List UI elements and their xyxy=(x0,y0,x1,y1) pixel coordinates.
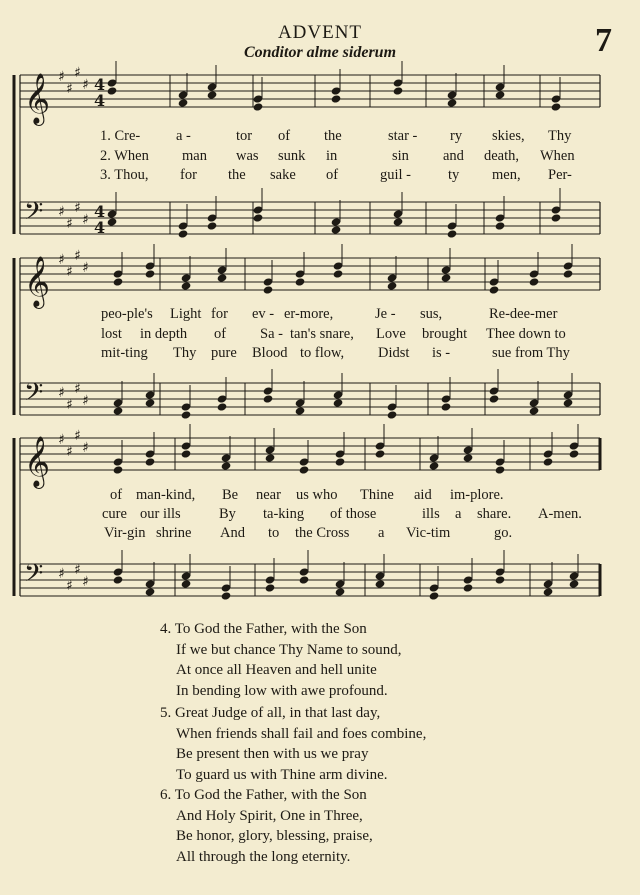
notehead xyxy=(145,398,156,407)
lyric-syllable: Be xyxy=(222,487,239,503)
stanza-line: When friends shall fail and foes combine, xyxy=(176,725,427,742)
stanza-line: 5. Great Judge of all, in that last day, xyxy=(160,705,381,721)
sharp-icon: ♯ xyxy=(82,212,89,228)
lyric-syllable: tor xyxy=(236,128,253,144)
lyric-syllable: lost xyxy=(101,326,122,342)
stanza-5 xyxy=(160,703,426,785)
sharp-icon: ♯ xyxy=(74,200,81,216)
sharp-icon: ♯ xyxy=(58,385,65,401)
notehead xyxy=(495,221,506,230)
sharp-icon: ♯ xyxy=(74,65,81,81)
sharp-icon: ♯ xyxy=(58,69,65,85)
lyric-syllable: A-men. xyxy=(538,506,582,522)
lyric-syllable: for xyxy=(180,167,197,183)
sharp-icon: ♯ xyxy=(66,264,73,280)
notehead xyxy=(217,273,228,282)
lyric-syllable: a xyxy=(378,525,385,541)
lyric-syllable: im-plore. xyxy=(450,487,504,503)
notehead xyxy=(393,86,404,95)
lyric-syllable: us who xyxy=(296,487,338,503)
stanza-line: Be present then with us we pray xyxy=(176,746,369,762)
notehead xyxy=(265,453,276,462)
lyric-syllable: in depth xyxy=(140,326,188,342)
lyric-line-sys2-verse3 xyxy=(0,345,640,363)
notehead xyxy=(145,457,156,466)
treble-clef-icon: 𝄞 xyxy=(24,256,51,307)
lyric-syllable: Vir-gin xyxy=(104,525,146,541)
notehead xyxy=(181,579,192,588)
lyric-syllable: to xyxy=(268,525,280,541)
stanza-line: Be honor, glory, blessing, praise, xyxy=(176,828,373,844)
stanza-line: If we but chance Thy Name to sound, xyxy=(176,641,402,658)
lyric-syllable: was xyxy=(236,148,259,164)
lyric-syllable: in xyxy=(326,148,338,164)
lyric-syllable: is - xyxy=(432,345,451,361)
notehead xyxy=(387,410,398,419)
stanza-line: To guard us with Thine arm divine. xyxy=(176,766,388,783)
notehead xyxy=(489,394,500,403)
lyric-syllable: 3. Thou, xyxy=(100,167,149,183)
lyric-syllable: shrine xyxy=(156,525,192,541)
lyric-syllable: aid xyxy=(414,487,432,503)
lyric-syllable: cure xyxy=(102,506,127,522)
notehead xyxy=(253,213,264,222)
lyric-syllable: Thine xyxy=(360,487,394,503)
lyric-line-sys3-verse3 xyxy=(0,525,640,543)
lyric-syllable: Blood xyxy=(252,345,288,361)
notehead xyxy=(299,465,310,474)
sharp-icon: ♯ xyxy=(66,397,73,413)
lyric-syllable: ills xyxy=(422,506,440,522)
notehead xyxy=(563,269,574,278)
lyric-syllable: sus, xyxy=(420,306,443,322)
lyric-syllable: to flow, xyxy=(300,345,345,361)
sharp-icon: ♯ xyxy=(58,566,65,582)
lyric-line-sys3-verse1 xyxy=(0,487,640,505)
lyric-syllable: go. xyxy=(494,525,513,541)
notehead xyxy=(569,579,580,588)
notehead xyxy=(181,449,192,458)
notehead xyxy=(495,575,506,584)
notehead xyxy=(181,410,192,419)
sharp-icon: ♯ xyxy=(58,252,65,268)
lyric-syllable: of those xyxy=(330,506,377,522)
time-signature-denominator: 4 xyxy=(94,218,106,237)
notehead xyxy=(113,277,124,286)
lyric-syllable: a xyxy=(455,506,462,522)
notehead xyxy=(331,225,342,234)
notehead xyxy=(145,269,156,278)
lyric-line-sys2-verse2 xyxy=(0,326,640,344)
notehead xyxy=(563,398,574,407)
lyric-syllable: of xyxy=(110,487,123,503)
lyric-syllable: our ills xyxy=(140,506,181,522)
lyric-syllable: Vic-tim xyxy=(406,525,451,541)
lyric-syllable: share. xyxy=(477,506,512,522)
stanza-4 xyxy=(160,619,402,701)
lyric-syllable: ty xyxy=(448,167,460,183)
sharp-icon: ♯ xyxy=(82,574,89,590)
notehead xyxy=(145,587,156,596)
lyric-line-sys1-verse3 xyxy=(0,167,640,185)
notehead xyxy=(529,406,540,415)
lyric-syllable: guil - xyxy=(380,167,412,183)
notehead xyxy=(113,575,124,584)
notehead xyxy=(333,269,344,278)
lyric-syllable: men, xyxy=(492,167,521,183)
time-signature-numerator: 4 xyxy=(94,75,106,94)
lyric-syllable: the Cross xyxy=(295,525,350,541)
lyric-syllable: 2. When xyxy=(100,148,149,164)
lyric-syllable: of xyxy=(214,326,227,342)
notehead xyxy=(429,461,440,470)
notehead xyxy=(265,583,276,592)
sharp-icon: ♯ xyxy=(66,81,73,97)
lyric-syllable: man-kind, xyxy=(136,487,196,503)
sharp-icon: ♯ xyxy=(74,428,81,444)
lyric-syllable: By xyxy=(219,506,236,522)
sharp-icon: ♯ xyxy=(82,260,89,276)
notehead xyxy=(113,406,124,415)
stanza-line: All through the long eternity. xyxy=(176,848,351,865)
lyric-syllable: brought xyxy=(422,326,468,342)
notehead xyxy=(375,449,386,458)
bass-clef-icon: 𝄢 xyxy=(24,559,44,594)
lyric-syllable: Per- xyxy=(548,167,572,183)
lyric-syllable: death, xyxy=(484,148,520,164)
notehead xyxy=(207,90,218,99)
lyric-syllable: ta-king xyxy=(263,506,305,522)
sharp-icon: ♯ xyxy=(82,77,89,93)
lyric-syllable: Love xyxy=(376,326,406,342)
notehead xyxy=(221,461,232,470)
lyric-syllable: sake xyxy=(270,167,296,183)
lyric-line-sys2-verse1 xyxy=(0,306,640,324)
treble-clef-icon: 𝄞 xyxy=(24,73,51,124)
lyric-syllable: Didst xyxy=(378,345,410,361)
lyric-syllable: of xyxy=(326,167,339,183)
sharp-icon: ♯ xyxy=(66,578,73,594)
sharp-icon: ♯ xyxy=(82,393,89,409)
lyric-syllable: man xyxy=(182,148,207,164)
lyric-syllable: Thee down to xyxy=(486,326,566,342)
lyric-syllable: Light xyxy=(170,306,202,322)
notehead xyxy=(207,221,218,230)
lyric-line-sys1-verse2 xyxy=(0,148,640,166)
stanza-line: And Holy Spirit, One in Three, xyxy=(176,807,363,824)
lyric-syllable: sin xyxy=(392,148,409,164)
notehead xyxy=(335,457,346,466)
notehead xyxy=(551,213,562,222)
sharp-icon: ♯ xyxy=(58,432,65,448)
lyric-syllable: Thy xyxy=(548,128,572,144)
lyric-syllable: peo-ple's xyxy=(101,306,153,322)
page-number: 7 xyxy=(595,22,612,59)
notehead xyxy=(387,281,398,290)
bass-clef-icon: 𝄢 xyxy=(24,378,44,413)
notehead xyxy=(463,583,474,592)
lyric-syllable: 1. Cre- xyxy=(100,128,141,144)
sharp-icon: ♯ xyxy=(58,204,65,220)
stanza-line: In bending low with awe profound. xyxy=(176,682,388,699)
lyric-syllable: Re-dee-mer xyxy=(489,306,558,322)
notehead xyxy=(263,394,274,403)
notehead xyxy=(375,579,386,588)
notehead xyxy=(217,402,228,411)
sharp-icon: ♯ xyxy=(82,440,89,456)
notehead xyxy=(107,86,118,95)
notehead xyxy=(295,277,306,286)
lyric-syllable: mit-ting xyxy=(101,345,148,361)
notehead xyxy=(295,406,306,415)
lyric-syllable: the xyxy=(324,128,342,144)
lyric-syllable: skies, xyxy=(492,128,525,144)
notehead xyxy=(331,94,342,103)
notehead xyxy=(299,575,310,584)
hymn-tune-name: Conditor alme siderum xyxy=(243,44,397,61)
stanza-6 xyxy=(160,785,373,867)
lyric-syllable: the xyxy=(228,167,246,183)
notehead xyxy=(447,98,458,107)
lyric-syllable: star - xyxy=(388,128,418,144)
notehead xyxy=(178,98,189,107)
notehead xyxy=(495,465,506,474)
lyric-syllable: tan's snare, xyxy=(290,326,354,342)
notehead xyxy=(253,102,264,111)
notehead xyxy=(543,587,554,596)
notehead xyxy=(263,285,274,294)
notehead xyxy=(113,465,124,474)
lyric-syllable: er-more, xyxy=(284,306,334,322)
lyric-syllable: Je - xyxy=(375,306,396,322)
lyric-syllable: for xyxy=(211,306,228,322)
lyric-syllable: sue from Thy xyxy=(492,345,570,361)
lyric-syllable: Thy xyxy=(173,345,197,361)
notehead xyxy=(221,591,232,600)
hymn-category-title: ADVENT xyxy=(277,22,363,43)
notehead xyxy=(429,591,440,600)
sharp-icon: ♯ xyxy=(74,562,81,578)
lyric-syllable: a - xyxy=(176,128,191,144)
notehead xyxy=(335,587,346,596)
notehead xyxy=(441,273,452,282)
lyric-syllable: pure xyxy=(211,345,237,361)
notehead xyxy=(447,229,458,238)
lyric-syllable: sunk xyxy=(278,148,306,164)
treble-clef-icon: 𝄞 xyxy=(24,436,51,487)
lyric-syllable: And xyxy=(220,525,245,541)
lyric-line-sys1-verse1 xyxy=(0,128,640,146)
sharp-icon: ♯ xyxy=(66,216,73,232)
sharp-icon: ♯ xyxy=(74,381,81,397)
notehead xyxy=(495,90,506,99)
lyric-syllable: ry xyxy=(450,128,463,144)
lyric-syllable: of xyxy=(278,128,291,144)
sharp-icon: ♯ xyxy=(74,248,81,264)
notehead xyxy=(569,449,580,458)
notehead xyxy=(441,402,452,411)
notehead xyxy=(543,457,554,466)
time-signature-denominator: 4 xyxy=(94,91,106,110)
stanza-line: At once all Heaven and hell unite xyxy=(176,662,377,678)
stanza-line: 6. To God the Father, with the Son xyxy=(160,787,367,803)
bass-clef-icon: 𝄢 xyxy=(24,197,44,232)
stanza-line: 4. To God the Father, with the Son xyxy=(160,621,367,637)
lyric-syllable: and xyxy=(443,148,464,164)
lyric-syllable: near xyxy=(256,487,281,503)
notehead xyxy=(489,285,500,294)
notehead xyxy=(107,217,118,226)
notehead xyxy=(393,217,404,226)
notehead xyxy=(181,281,192,290)
lyric-syllable: When xyxy=(540,148,575,164)
time-signature-numerator: 4 xyxy=(94,202,106,221)
notehead xyxy=(529,277,540,286)
lyric-syllable: ev - xyxy=(252,306,275,322)
notehead xyxy=(178,229,189,238)
sharp-icon: ♯ xyxy=(66,444,73,460)
notehead xyxy=(463,453,474,462)
notehead xyxy=(333,398,344,407)
notehead xyxy=(551,102,562,111)
lyric-line-sys3-verse2 xyxy=(0,506,640,524)
lyric-syllable: Sa - xyxy=(260,326,283,342)
